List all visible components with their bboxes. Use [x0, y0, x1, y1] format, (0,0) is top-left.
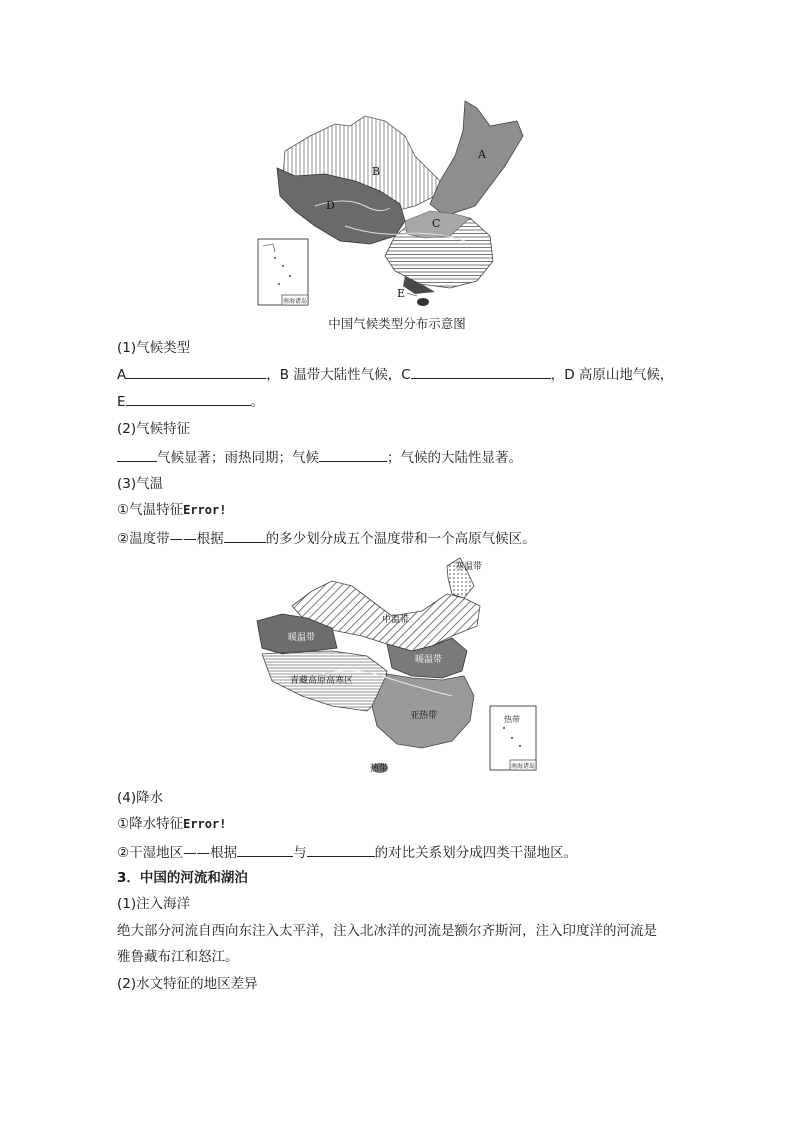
label-e: E — [117, 394, 126, 410]
map2-label-middle: 中温带 — [382, 615, 410, 625]
map1-caption: 中国气候类型分布示意图 — [328, 316, 466, 331]
map2-label-tropic: 热带 — [370, 764, 389, 774]
section1-heading: (1)气候类型 — [117, 340, 191, 356]
blank-c[interactable] — [411, 364, 551, 379]
blank-evaporation[interactable] — [307, 842, 375, 857]
error-text: Error! — [183, 817, 227, 831]
section5-para1: 绝大部分河流自西向东注入太平洋，注入北冰洋的河流是额尔齐斯河，注入印度洋的河流是 — [117, 923, 657, 939]
dry-wet-mid: 与 — [293, 845, 307, 861]
dry-wet-prefix: ②干湿地区——根据 — [117, 845, 238, 861]
label-a: A — [117, 367, 127, 383]
blank-e[interactable] — [126, 391, 251, 406]
map1-inset-label: 南海诸岛 — [283, 298, 308, 305]
section3-item2 — [117, 528, 536, 549]
blank-precipitation[interactable] — [237, 842, 293, 857]
row1-text-b: ，B 温带大陆性气候，C — [266, 367, 411, 383]
map1-label-c: C — [432, 217, 441, 230]
section5-sub2: (2)水文特征的地区差异 — [117, 976, 258, 992]
section4-item2 — [117, 842, 577, 863]
row1-text-d: ，D 高原山地气候， — [550, 367, 674, 383]
temperature-zone-prefix: ②温度带——根据 — [117, 531, 224, 547]
section4-heading: (4)降水 — [117, 790, 164, 806]
section1-row2 — [117, 391, 264, 412]
map2-label-subtropic: 亚热带 — [410, 711, 438, 721]
section5-title: 3．中国的河流和湖泊 — [117, 870, 248, 886]
map2-label-cold: 寒温带 — [455, 562, 483, 572]
error-text: Error! — [183, 503, 227, 517]
map1-label-b: B — [372, 165, 381, 178]
map1-label-d: D — [326, 199, 335, 212]
map1-label-e: E — [397, 287, 406, 300]
section3-item1 — [117, 500, 226, 520]
section5-para2: 雅鲁藏布江和怒江。 — [117, 949, 239, 965]
temperature-feature-label: ①气温特征 — [117, 502, 184, 518]
map2-label-warm-west: 暖温带 — [288, 633, 316, 643]
section2-text — [117, 447, 522, 468]
blank-climate-2[interactable] — [319, 447, 387, 462]
map1-label-a: A — [478, 148, 486, 161]
section3-heading: (3)气温 — [117, 476, 164, 492]
section2-text2: ；气候的大陆性显著。 — [387, 450, 522, 466]
temperature-zone-suffix: 的多少划分成五个温度带和一个高原气候区。 — [265, 531, 536, 547]
section5-sub1: (1)注入海洋 — [117, 896, 191, 912]
section1-row1 — [117, 364, 673, 385]
blank-temperature[interactable] — [224, 528, 266, 543]
map2-label-plateau: 青藏高原高寒区 — [290, 676, 354, 686]
blank-climate-1[interactable] — [117, 447, 157, 462]
section2-text1: 气候显著；雨热同期；气候 — [157, 450, 319, 466]
section2-heading: (2)气候特征 — [117, 421, 191, 437]
climate-type-map — [255, 96, 530, 308]
dry-wet-suffix: 的对比关系划分成四类干湿地区。 — [374, 845, 578, 861]
map2-inset-label: 南海诸岛 — [511, 763, 536, 770]
temperature-zone-map — [252, 556, 542, 776]
map2-label-warm-east: 暖温带 — [415, 655, 443, 665]
blank-a[interactable] — [126, 364, 266, 379]
precipitation-feature-label: ①降水特征 — [117, 816, 184, 832]
map2-inset-tropic: 热带 — [504, 715, 520, 724]
section4-item1 — [117, 814, 226, 834]
row2-end: 。 — [250, 394, 265, 410]
